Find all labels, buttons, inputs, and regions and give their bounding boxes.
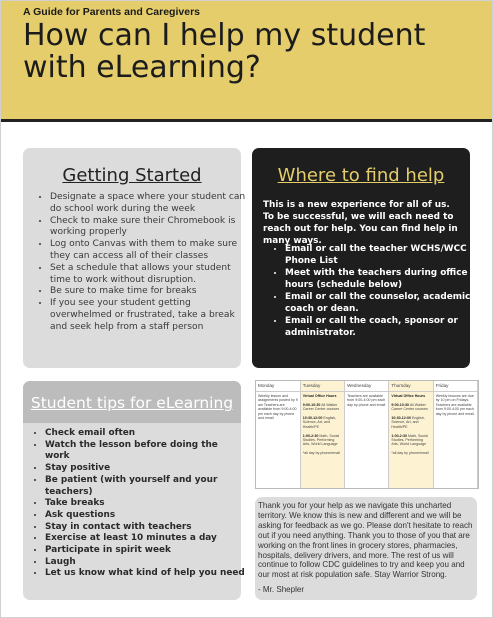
list-item: • Let us know what kind of help you need — [45, 568, 245, 580]
slot-footer: *all day by phone/email — [391, 451, 429, 456]
getting-started-card — [23, 148, 246, 368]
list-item: • Be sure to make time for breaks — [50, 286, 250, 298]
schedule-body-row — [256, 392, 478, 489]
closing-note-signature: - Mr. Shepler — [258, 585, 305, 594]
office-hours-title: Virtual Office Hours — [302, 394, 337, 398]
friday-cell: Weekly lessons are due by 10 pm on Fridays. Teachers are available from 9:00-4:00 pm each day by phone and email. — [433, 392, 477, 489]
getting-started-list — [33, 192, 250, 334]
day-header: Tuesday — [300, 381, 344, 392]
list-item: • Be patient (with yourself and your teachers) — [45, 475, 245, 498]
list-item: • Watch the lesson before doing the work — [45, 440, 245, 463]
where-help-intro: This is a new experience for all of us. To be successful, we will each need to reach out for help. You can find help in many ways. — [263, 200, 458, 246]
wednesday-cell: Teachers are available from 9:00-4:00 pm each day by phone and email — [345, 392, 389, 489]
header-divider — [1, 119, 492, 122]
time-slot: 9:00-10:30 — [302, 402, 321, 407]
header-banner — [1, 1, 492, 119]
where-help-list — [271, 243, 475, 339]
schedule-header-row — [256, 381, 478, 392]
list-item: • Email or call the counselor, academic coach or dean. — [285, 291, 475, 315]
slot-courses: Math, Social Studies, Performing Arts, World Language — [302, 433, 340, 447]
getting-started-heading: Getting Started — [62, 165, 202, 186]
slot-courses: All Walker Career Center courses — [391, 402, 428, 412]
time-slot: 1:00-2:30 — [302, 433, 319, 438]
list-item: • Designate a space where your student can do school work during the week — [50, 192, 250, 216]
time-slot: 10:30-12:00 — [391, 416, 411, 421]
list-item: • Stay positive — [45, 463, 245, 475]
slot-courses: English, Science, Art, and Health/PE — [302, 416, 337, 429]
list-item: • Participate in spirit week — [45, 545, 245, 557]
day-header: Friday — [433, 381, 477, 392]
where-to-find-help-card — [252, 148, 470, 368]
day-header: Monday — [256, 381, 300, 392]
office-hours-schedule — [255, 380, 479, 489]
list-item: • Stay in contact with teachers — [45, 522, 245, 534]
tips-list — [32, 428, 245, 580]
list-item: • Set a schedule that allows your student time to work without disruption. — [50, 263, 250, 287]
tips-heading: Student tips for eLearning — [30, 394, 234, 412]
time-slot: 1:00-2:30 — [391, 433, 407, 438]
day-header: Thursday — [389, 381, 433, 392]
list-item: • If you see your student getting overwhelmed or frustrated, take a break and seek help from a staff person — [50, 298, 250, 333]
list-item: • Ask questions — [45, 510, 245, 522]
list-item: • Email or call the teacher WCHS/WCC Phone List — [285, 243, 475, 267]
office-hours-title: Virtual Office Hours — [391, 394, 426, 398]
student-tips-card — [23, 381, 245, 600]
list-item: • Check to make sure their Chromebook is working properly — [50, 216, 250, 240]
tuesday-cell — [300, 392, 344, 489]
schedule-table — [256, 381, 478, 488]
page-title: How can I help my student with eLearning? — [23, 18, 426, 85]
list-item: • Take breaks — [45, 498, 245, 510]
time-slot: 10:30-12:00 — [302, 416, 323, 421]
day-header: Wednesday — [345, 381, 389, 392]
closing-note-card — [255, 497, 477, 600]
list-item: • Laugh — [45, 557, 245, 569]
slot-courses: All Walker Career Center courses — [302, 402, 340, 412]
list-item: • Exercise at least 10 minutes a day — [45, 533, 245, 545]
list-item: • Check email often — [45, 428, 245, 440]
thursday-cell — [389, 392, 433, 489]
slot-courses: English, Science, Art, and Health/PE — [391, 416, 425, 429]
list-item: • Meet with the teachers during office hours (schedule below) — [285, 267, 475, 291]
time-slot: 9:00-10:30 — [391, 402, 409, 407]
slot-courses: Math, Social Studies, Performing Arts, World Language — [391, 433, 428, 447]
monday-cell: Weekly lesson and assignments posted by 9 am Teachers are available from 9:00-4:00 pm each day by phone and email — [256, 392, 300, 489]
list-item: • Log onto Canvas with them to make sure they can access all of their classes — [50, 239, 250, 263]
slot-footer: *all day by phone/email — [302, 451, 340, 456]
header-kicker: A Guide for Parents and Caregivers — [23, 6, 200, 18]
closing-note-text: Thank you for your help as we navigate this uncharted territory. We know this is new and different and we will be asking for feedback as we go. Please don't hesitate to reach out if you need anything. Thank you to those of you that are working on the front lines in grocery stores, pharmacies, hospitals, delivery drivers, and more. The rest of us will continue to follow CDC guidelines to try and keep you and our most at risk population safe. Stay Warrior Strong. — [258, 501, 473, 580]
where-help-heading: Where to find help — [277, 165, 445, 186]
list-item: • Email or call the coach, sponsor or administrator. — [285, 315, 475, 339]
